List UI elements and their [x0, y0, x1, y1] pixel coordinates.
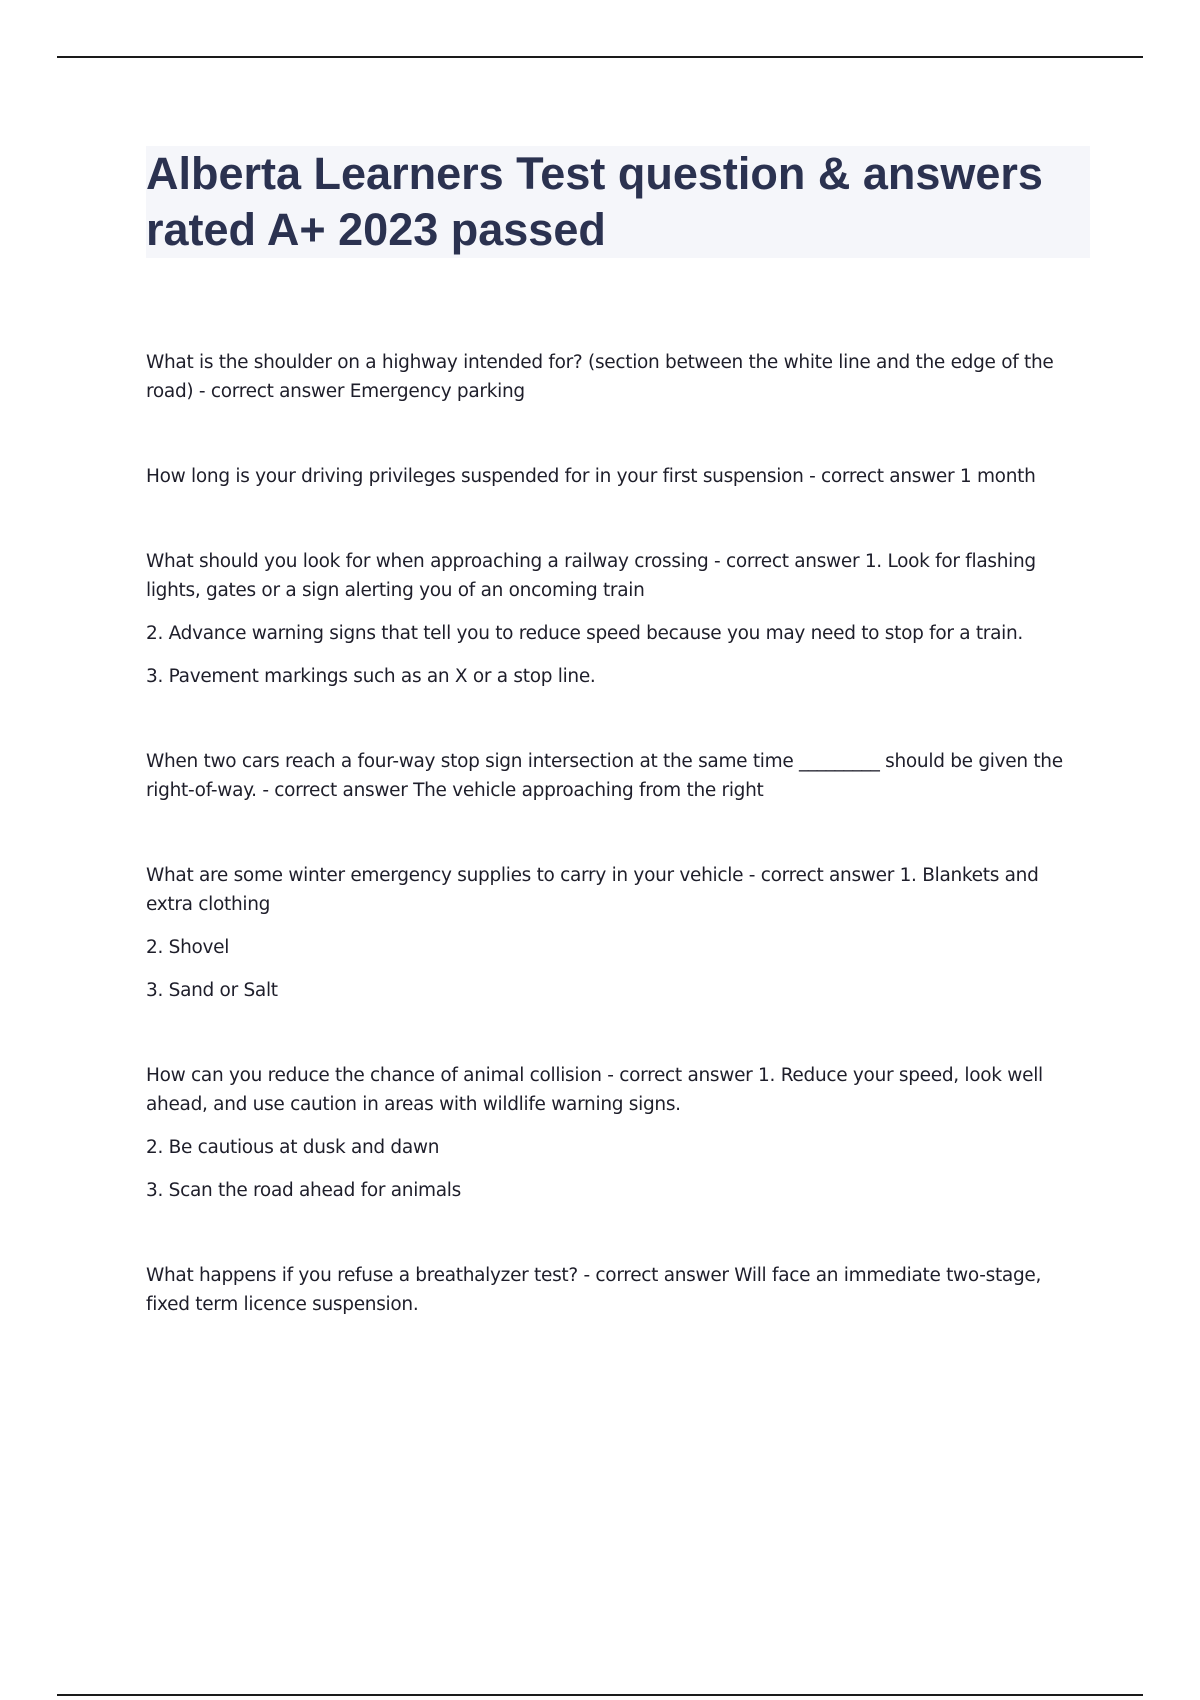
qa-text: What is the shoulder on a highway intended for? (section between the white line and the edge of the road) - correct answer Emergency parking [146, 352, 1054, 402]
qa-text: What happens if you refuse a breathalyzer test? - correct answer Will face an immediate two-stage, fixed term licence suspension. [146, 1265, 1042, 1315]
document-body [146, 146, 1090, 1375]
qa-answer-line: 3. Scan the road ahead for animals [146, 1180, 461, 1201]
title-block [146, 146, 1090, 258]
qa-text: When two cars reach a four-way stop sign intersection at the same time _________ should be given the right-of-way. - correct answer The vehicle approaching from the right [146, 751, 1063, 801]
qa-answer-line: 2. Shovel [146, 937, 230, 958]
qa-item [146, 1061, 1090, 1205]
qa-text: How long is your driving privileges suspended for in your first suspension - correct answer 1 month [146, 466, 1036, 487]
qa-item [146, 1261, 1090, 1319]
qa-text: What should you look for when approaching a railway crossing - correct answer 1. Look for flashing lights, gates or a sign alerting you of an oncoming train [146, 551, 1036, 601]
qa-item [146, 861, 1090, 1005]
qa-answer-line: 2. Advance warning signs that tell you to reduce speed because you may need to stop for a train. [146, 623, 1023, 644]
document-title: Alberta Learners Test question & answers rated A+ 2023 passed [146, 148, 1043, 255]
qa-answer-line: 3. Pavement markings such as an X or a stop line. [146, 666, 596, 687]
qa-answer-line: 2. Be cautious at dusk and dawn [146, 1137, 440, 1158]
qa-item [146, 348, 1090, 406]
qa-list [146, 348, 1090, 1319]
qa-item [146, 547, 1090, 691]
qa-text: How can you reduce the chance of animal collision - correct answer 1. Reduce your speed, look well ahead, and use caution in areas with wildlife warning signs. [146, 1065, 1043, 1115]
qa-text: What are some winter emergency supplies to carry in your vehicle - correct answer 1. Blankets and extra clothing [146, 865, 1039, 915]
qa-item [146, 747, 1090, 805]
qa-answer-line: 3. Sand or Salt [146, 980, 278, 1001]
qa-item [146, 462, 1090, 491]
header-rule [57, 56, 1143, 58]
footer-rule [57, 1694, 1143, 1696]
